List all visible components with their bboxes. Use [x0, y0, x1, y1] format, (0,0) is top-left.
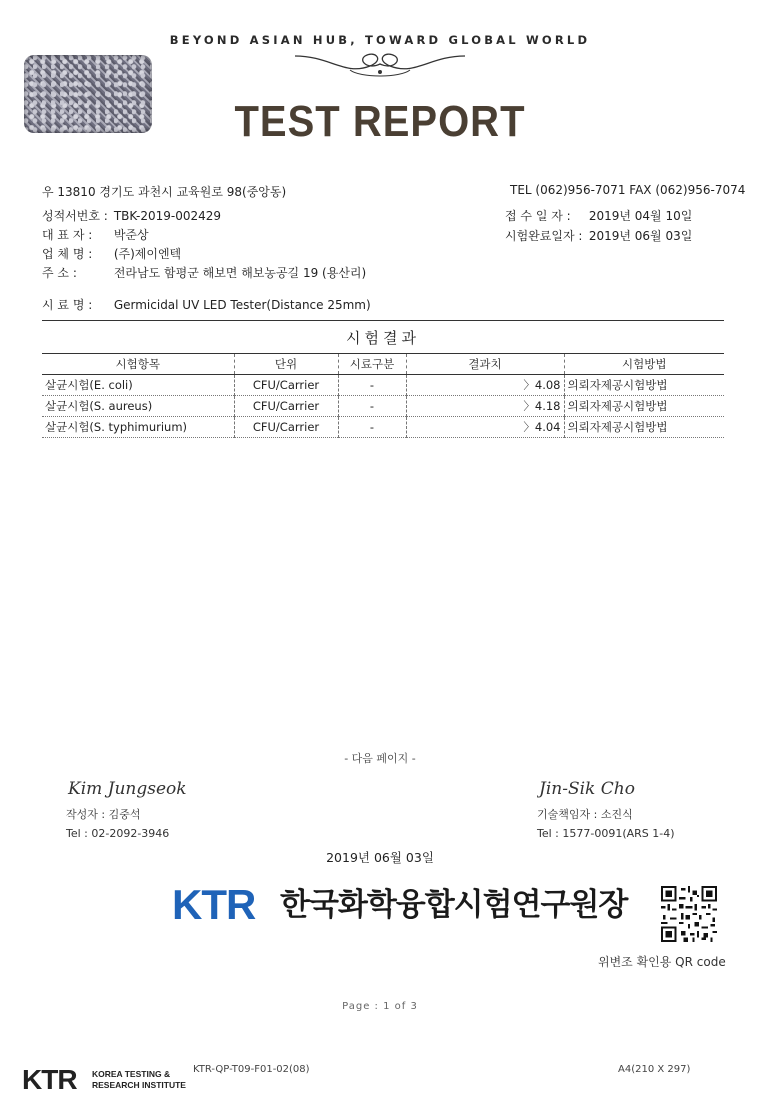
- report-title: TEST REPORT: [234, 98, 526, 146]
- location: 전라남도 함평군 해보면 해보농공길 19 (용산리): [113, 266, 367, 280]
- unit: CFU/Carrier: [234, 417, 338, 438]
- column-header-sample: 시료구분: [338, 354, 406, 375]
- form-code: KTR-QP-T09-F01-02(08): [193, 1064, 310, 1075]
- test-method: 의뢰자제공시험방법: [564, 375, 724, 396]
- test-method: 의뢰자제공시험방법: [564, 396, 724, 417]
- test-item: 살균시험(E. coli): [42, 375, 234, 396]
- paper-size: A4(210 X 297): [618, 1064, 691, 1075]
- report-number: TBK-2019-002429: [113, 209, 222, 223]
- representative-field: [42, 226, 149, 243]
- test-item: 살균시험(S. typhimurium): [42, 417, 234, 438]
- column-header-result: 결과치: [406, 354, 564, 375]
- writer: 작성자 : 김중석: [66, 808, 141, 821]
- unit: CFU/Carrier: [234, 396, 338, 417]
- column-header-unit: 단위: [234, 354, 338, 375]
- sample-label: 시 료 명 :: [42, 298, 93, 312]
- column-header-method: 시험방법: [564, 354, 724, 375]
- receipt-date-field: [505, 207, 692, 224]
- table-row: [42, 417, 724, 438]
- footer-institute-line2: RESEARCH INSTITUTE: [92, 1080, 186, 1090]
- unit: CFU/Carrier: [234, 375, 338, 396]
- institute-address: 우 13810 경기도 과천시 교육원로 98(중앙동): [42, 185, 287, 199]
- representative-label: 대 표 자 :: [42, 228, 93, 242]
- location-label: 주 소 :: [42, 266, 77, 280]
- tech-signature-text: Jin-Sik Cho: [539, 779, 635, 799]
- complete-date-field: [505, 227, 692, 244]
- issue-date: 2019년 06월 03일: [326, 850, 434, 865]
- tel-fax: TEL (062)956-7071 FAX (062)956-7074: [510, 183, 746, 197]
- qr-note: 위변조 확인용 QR code: [598, 955, 726, 969]
- table-row: [42, 375, 724, 396]
- location-field: [42, 264, 366, 281]
- table-row: [42, 396, 724, 417]
- footer-institute-name: [92, 1069, 186, 1091]
- writer-signature-text: Kim Jungseok: [68, 779, 187, 799]
- report-number-label: 성적서번호 :: [42, 209, 108, 223]
- decorative-flourish: [290, 48, 470, 80]
- page-info: Page : 1 of 3: [342, 1001, 418, 1012]
- technical-manager: 기술책임자 : 소진식: [537, 808, 633, 821]
- writer-tel: Tel : 02-2092-3946: [66, 827, 170, 840]
- sample-field: [42, 296, 371, 313]
- sample-name: Germicidal UV LED Tester(Distance 25mm): [113, 298, 371, 312]
- test-item: 살균시험(S. aureus): [42, 396, 234, 417]
- sample-class: -: [338, 375, 406, 396]
- test-method: 의뢰자제공시험방법: [564, 417, 724, 438]
- sample-class: -: [338, 417, 406, 438]
- slogan: BEYOND ASIAN HUB, TOWARD GLOBAL WORLD: [169, 33, 591, 47]
- section-divider: [42, 320, 724, 321]
- company: (주)제이엔텍: [113, 247, 182, 261]
- company-field: [42, 245, 181, 262]
- complete-date-label: 시험완료일자 :: [505, 229, 583, 243]
- institute-head-name: 한국화학융합시험연구원장: [280, 887, 628, 923]
- column-header-item: 시험항목: [42, 354, 234, 375]
- report-number-field: [42, 207, 221, 224]
- footer-institute-line1: KOREA TESTING &: [92, 1069, 171, 1079]
- footer-ktr-logo: KTR: [22, 1064, 77, 1095]
- qr-code[interactable]: [661, 886, 717, 942]
- next-page-note: - 다음 페이지 -: [344, 752, 416, 765]
- technical-manager-tel: Tel : 1577-0091(ARS 1-4): [537, 827, 675, 840]
- writer-signature: [66, 775, 226, 801]
- representative: 박준상: [113, 228, 149, 242]
- results-table: [42, 353, 724, 438]
- technical-manager-signature: [537, 775, 667, 801]
- result-value: 〉4.04: [406, 417, 564, 438]
- result-value: 〉4.18: [406, 396, 564, 417]
- result-value: 〉4.08: [406, 375, 564, 396]
- ktr-logo: KTR: [172, 881, 256, 928]
- sample-class: -: [338, 396, 406, 417]
- complete-date: 2019년 06월 03일: [588, 229, 693, 243]
- receipt-date: 2019년 04월 10일: [588, 209, 693, 223]
- receipt-date-label: 접 수 일 자 :: [505, 209, 571, 223]
- company-label: 업 체 명 :: [42, 247, 93, 261]
- results-section-title: 시험결과: [346, 329, 420, 347]
